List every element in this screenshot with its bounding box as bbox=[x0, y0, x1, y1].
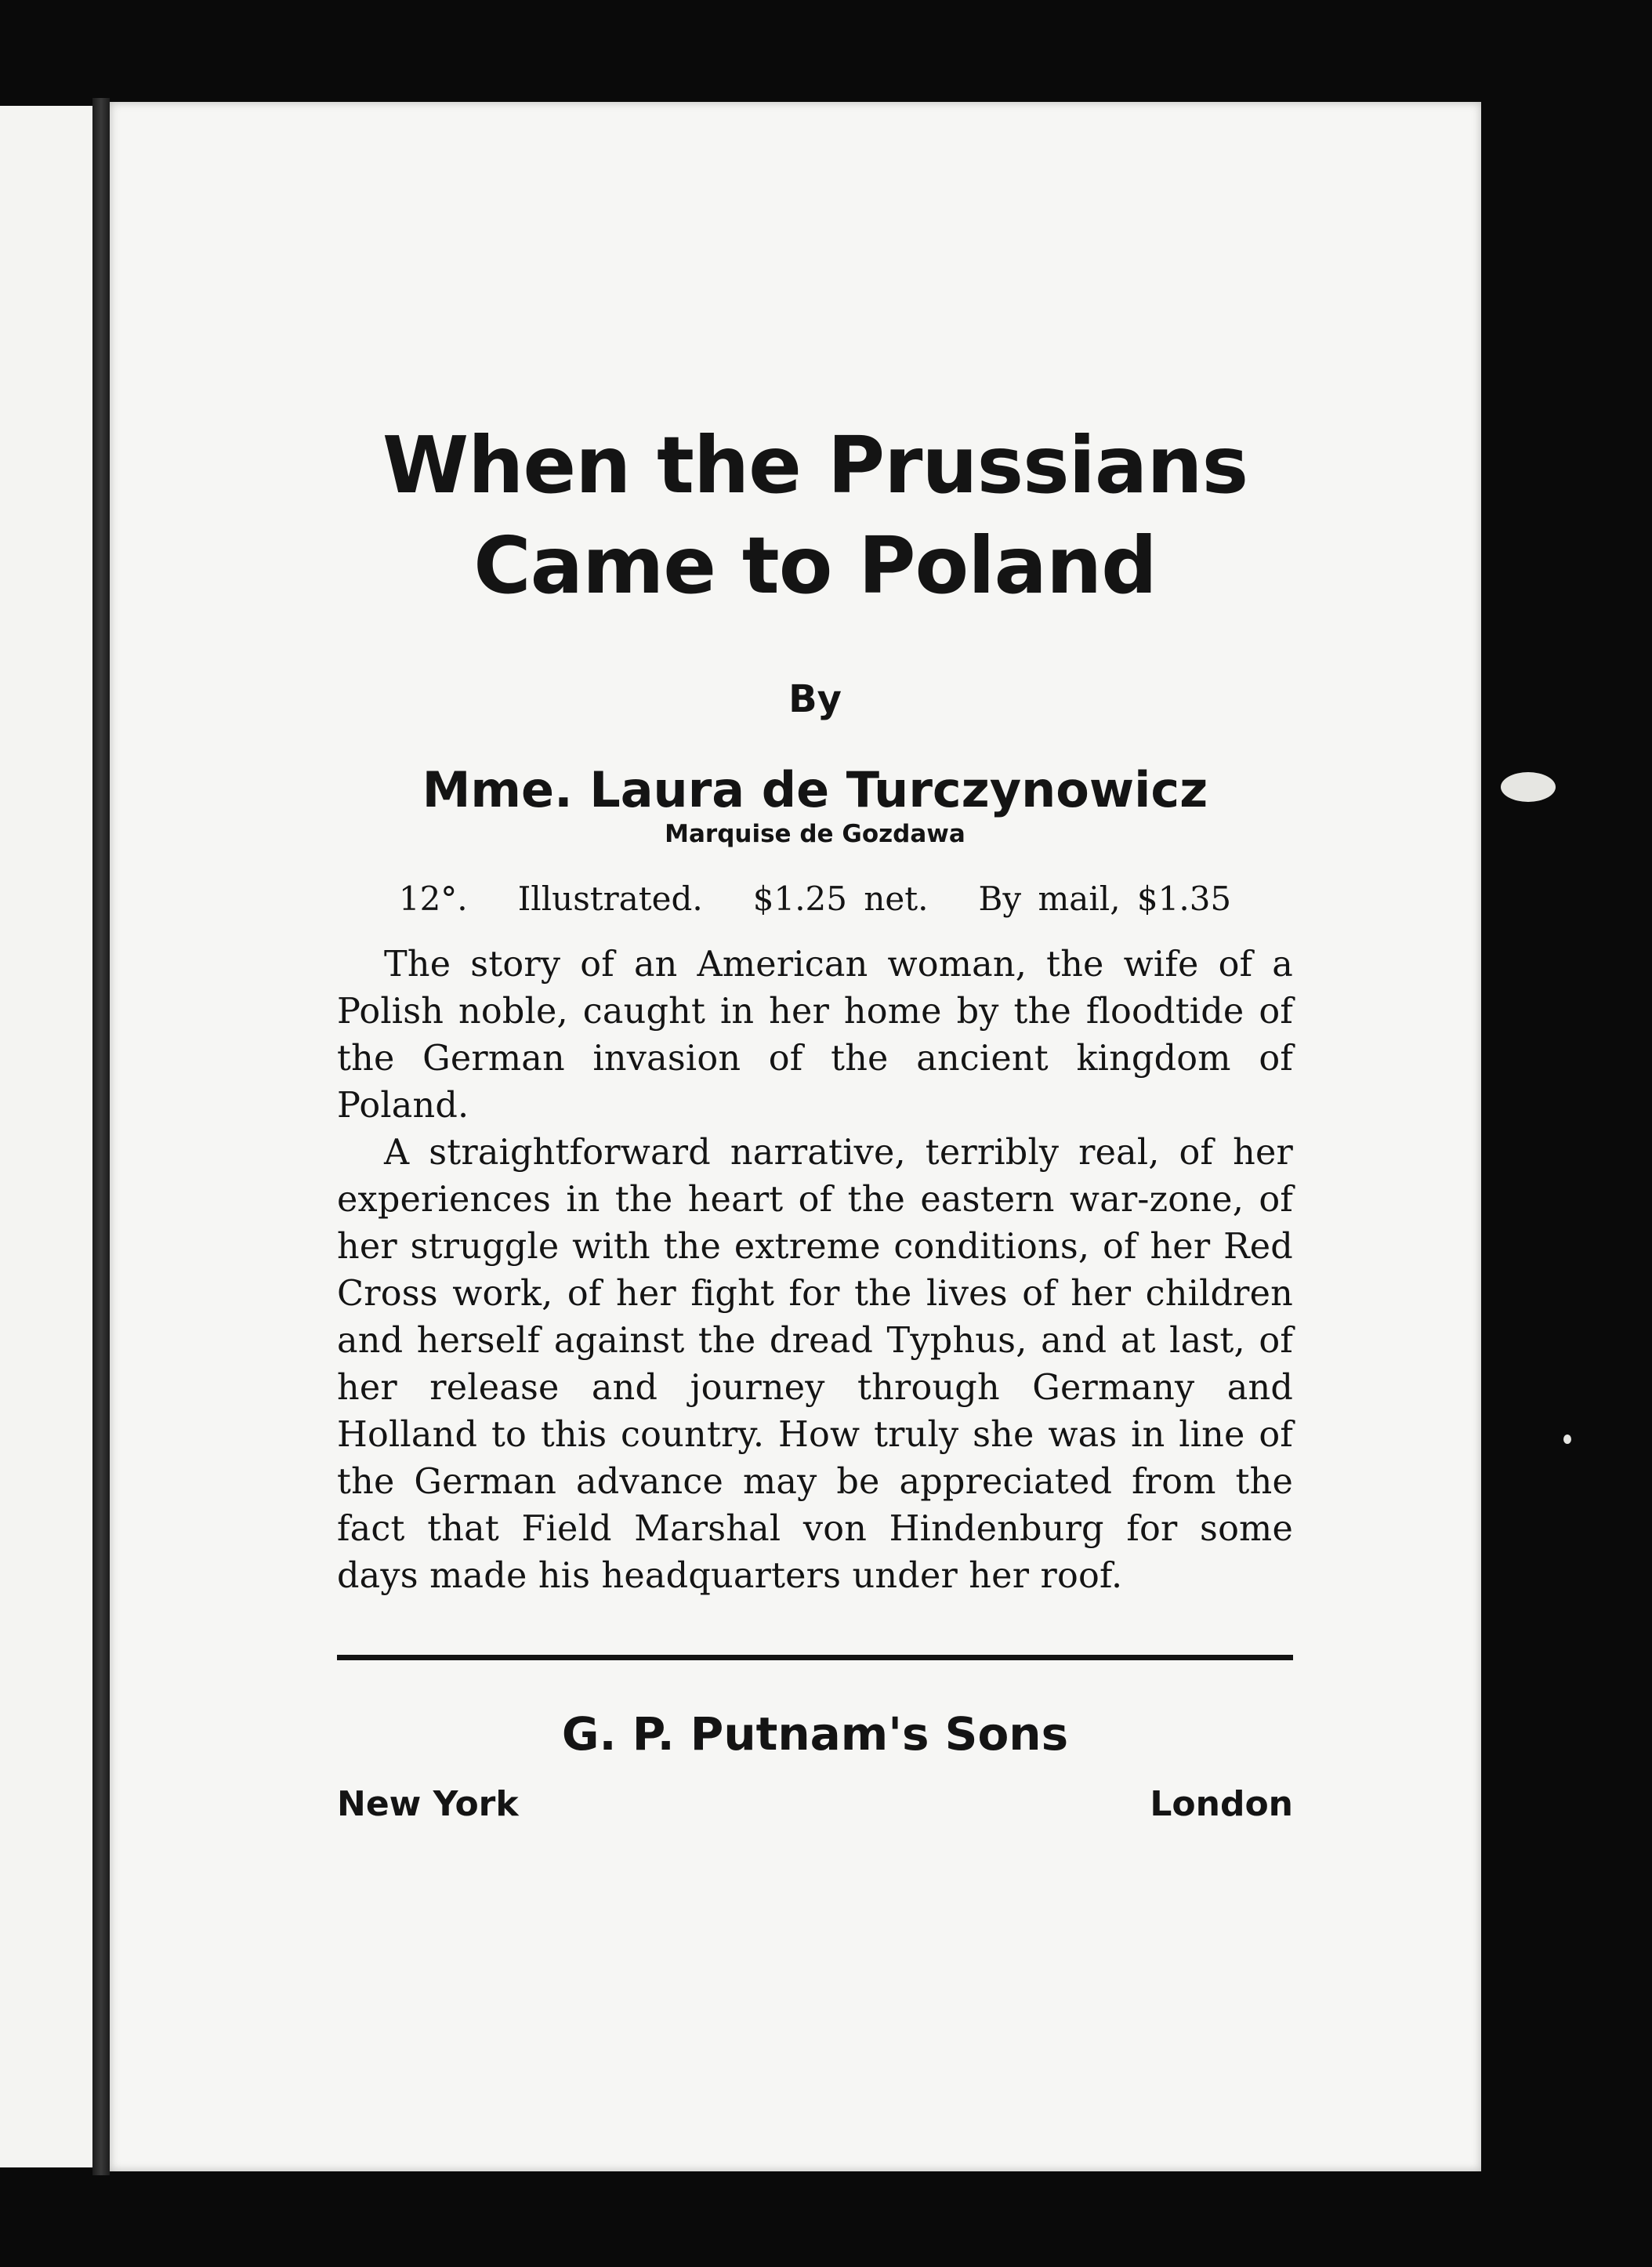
title-line-1: When the Prussians bbox=[382, 419, 1248, 511]
author-name: Mme. Laura de Turczynowicz bbox=[422, 761, 1208, 818]
dust-speck bbox=[1563, 1435, 1571, 1444]
publisher-cities bbox=[337, 1784, 1293, 1824]
description-paragraph-2: A straightforward narrative, terribly real, of her experiences in the heart of the eastern war-zone, of her struggle with the extreme conditions, of her Red Cross work, of her fight for the lives of her children and herself against the dread Typhus, and at last, of her release and journey through Germany and Holland to this country. How truly she was in line of the German advance may be appreciated from the fact that Field Marshal von Hindenburg for some days made his headquarters under her roof. bbox=[337, 1133, 1293, 1596]
city-new-york: New York bbox=[337, 1784, 519, 1824]
book-spine bbox=[92, 98, 110, 2175]
publisher-name: G. P. Putnam's Sons bbox=[561, 1707, 1069, 1761]
previous-page-edge bbox=[0, 106, 97, 2167]
dust-speck bbox=[1501, 772, 1556, 802]
horizontal-rule bbox=[337, 1655, 1293, 1660]
book-page bbox=[110, 102, 1481, 2171]
book-description bbox=[337, 941, 1293, 1600]
title-line-2: Came to Poland bbox=[473, 520, 1157, 611]
city-london: London bbox=[1150, 1784, 1293, 1824]
book-title bbox=[337, 415, 1293, 616]
price-line: 12°. Illustrated. $1.25 net. By mail, $1.35 bbox=[398, 880, 1232, 918]
author-subtitle: Marquise de Gozdawa bbox=[665, 820, 965, 848]
description-paragraph-1: The story of an American woman, the wife of a Polish noble, caught in her home by the floodtide of the German invasion of the ancient kingdom of Poland. bbox=[337, 945, 1293, 1126]
by-label: By bbox=[788, 677, 842, 721]
advertisement-content bbox=[337, 321, 1293, 1824]
